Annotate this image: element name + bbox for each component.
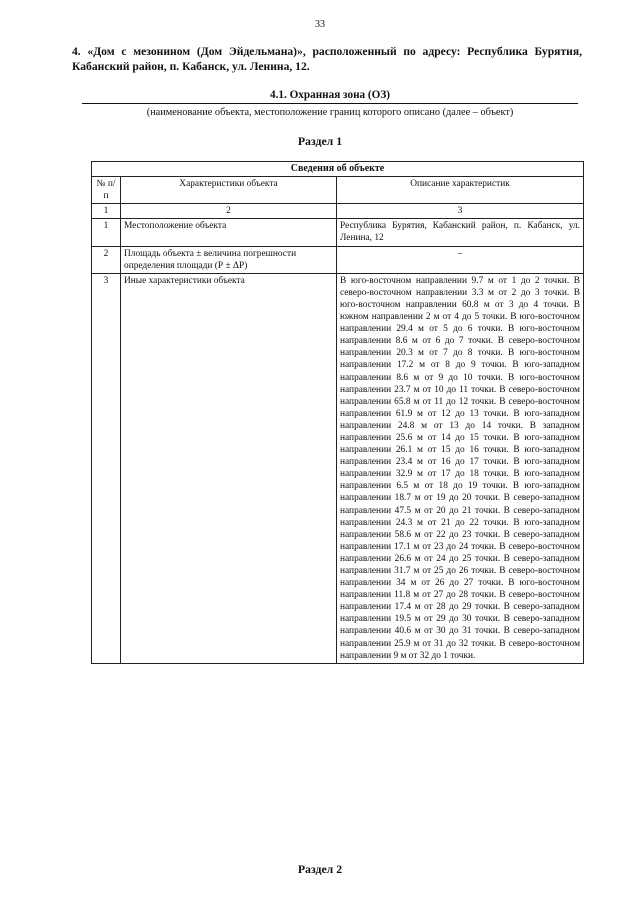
table-row <box>92 219 584 246</box>
row-description: – <box>337 246 584 273</box>
row-num: 1 <box>92 219 121 246</box>
object-heading: 4. «Дом с мезонином (Дом Эйдельмана)», расположенный по адресу: Республика Бурятия, Кабанский район, п. Кабанск, ул. Ленина, 12. <box>72 45 582 73</box>
column-number-row <box>92 204 584 219</box>
row-num: 3 <box>92 273 121 663</box>
row-characteristic: Местоположение объекта <box>121 219 337 246</box>
row-description: В юго-восточном направлении 9.7 м от 1 до 2 точки. В северо-восточном направлении 3.3 м от 2 до 3 точки. В юго-восточном направлении 60.8 м от 3 до 4 точки. В южном направлении 2 м от 4 до 5 точки. В юго-восточном направлении 29.4 м от 5 до 6 точки. В юго-восточном направлении 8.6 м от 6 до 7 точки. В северо-восточном направлении 20.3 м от 7 до 8 точки. В юго-восточном направлении 17.2 м от 8 до 9 точки. В юго-западном направлении 8.6 м от 9 до 10 точки. В юго-восточном направлении 23.7 м от 10 до 11 точки. В северо-восточном направлении 65.8 м от 11 до 12 точки. В северо-восточном направлении 61.9 м от 12 до 13 точки. В юго-западном направлении 24.8 м от 13 до 14 точки. В западном направлении 25.6 м от 14 до 15 точки. В юго-западном направлении 26.1 м от 15 до 16 точки. В юго-западном направлении 23.4 м от 16 до 17 точки. В юго-западном направлении 32.9 м от 17 до 18 точки. В юго-западном направлении 6.5 м от 18 до 19 точки. В юго-западном направлении 18.7 м от 19 до 20 точки. В северо-западном направлении 47.5 м от 20 до 21 точки. В северо-западном направлении 24.3 м от 21 до 22 точки. В юго-западном направлении 58.6 м от 22 до 23 точки. В северо-западном направлении 17.1 м от 23 до 24 точки. В северо-восточном направлении 26.6 м от 24 до 25 точки. В северо-западном направлении 31.7 м от 25 до 26 точки. В северо-восточном направлении 34 м от 26 до 27 точки. В юго-восточном направлении 11.8 м от 27 до 28 точки. В северо-восточном направлении 17.4 м от 28 до 29 точки. В северо-западном направлении 19.5 м от 29 до 30 точки. В северо-западном направлении 40.6 м от 30 до 31 точки. В северо-западном направлении 25.9 м от 31 до 32 точки. В северо-восточном направлении 9 м от 32 до 1 точки. <box>337 273 584 663</box>
row-num: 2 <box>92 246 121 273</box>
page-number: 33 <box>315 19 325 30</box>
row-characteristic: Иные характеристики объекта <box>121 273 337 663</box>
table-title: Сведения об объекте <box>92 162 584 177</box>
table-row <box>92 273 584 663</box>
col-number: 3 <box>337 204 584 219</box>
table-header-row <box>92 177 584 204</box>
table-row <box>92 246 584 273</box>
subtitle-caption: (наименование объекта, местоположение границ которого описано (далее – объект) <box>146 107 514 118</box>
object-info-table <box>91 161 584 664</box>
header-characteristic: Характеристики объекта <box>121 177 337 204</box>
section-2-title: Раздел 2 <box>297 862 343 876</box>
col-number: 2 <box>121 204 337 219</box>
header-num: № п/п <box>92 177 121 204</box>
section-1-title: Раздел 1 <box>297 134 343 148</box>
header-description: Описание характеристик <box>337 177 584 204</box>
row-description: Республика Бурятия, Кабанский район, п. Кабанск, ул. Ленина, 12 <box>337 219 584 246</box>
zone-subtitle: 4.1. Охранная зона (ОЗ) <box>82 89 578 104</box>
col-number: 1 <box>92 204 121 219</box>
row-characteristic: Площадь объекта ± величина погрешности определения площади (Р ± ΔР) <box>121 246 337 273</box>
